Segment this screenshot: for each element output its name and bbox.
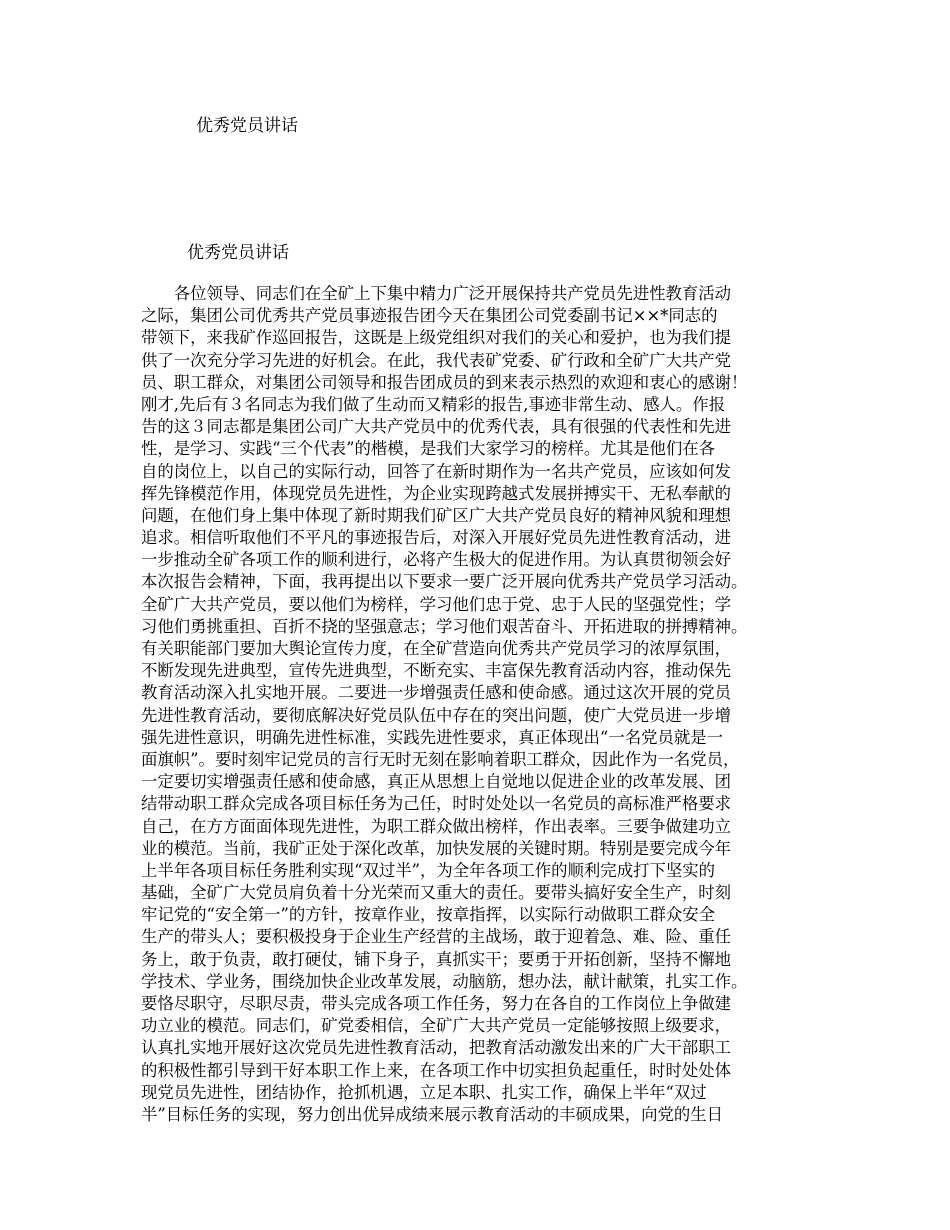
body-line: 各位领导、同志们在全矿上下集中精力广泛开展保持共产党员先进性教育活动	[141, 284, 732, 303]
body-line: 问题，在他们身上集中体现了新时期我们矿区广大共产党员良好的精神风貌和理想	[141, 505, 732, 525]
body-line: 生产的带头人；要积极投身于企业生产经营的主战场，敢于迎着急、难、险、重任	[141, 927, 732, 947]
body-line: 挥先锋模范作用，体现党员先进性，为企业实现跨越式发展拼搏实干、无私奉献的	[141, 483, 732, 503]
body-line: 现党员先进性，团结协作，抢抓机遇，立足本职、扎实工作，确保上半年“双过	[141, 1082, 707, 1102]
document-body	[141, 283, 831, 1126]
body-line: 上半年各项目标任务胜利实现“双过半”，为全年各项工作的顺利完成打下坚实的	[141, 860, 716, 880]
body-line: 本次报告会精神，下面，我再提出以下要求一要广泛开展向优秀共产党员学习活动。	[141, 572, 748, 592]
body-line: 牢记党的“安全第一”的方针，按章作业，按章指挥，以实际行动做职工群众安全	[141, 905, 716, 925]
body-line: 一定要切实增强责任感和使命感，真正从思想上自觉地以促进企业的改革发展、团	[141, 772, 732, 792]
body-line: 强先进性意识，明确先进性标准，实践先进性要求，真正体现出“一名党员就是一	[141, 727, 724, 747]
body-line: 刚才,先后有３名同志为我们做了生动而又精彩的报告,事迹非常生动、感人。作报	[141, 394, 726, 414]
body-line: 之际，集团公司优秀共产党员事迹报告团今天在集团公司党委副书记××*同志的	[141, 306, 718, 326]
body-line: 学技术、学业务，围绕加快企业改革发展，动脑筋，想办法，献计献策，扎实工作。	[141, 971, 748, 991]
body-line: 基础，全矿广大党员肩负着十分光荣而又重大的责任。要带头搞好安全生产，时刻	[141, 883, 732, 903]
body-line: 全矿广大共产党员，要以他们为榜样，学习他们忠于党、忠于人民的坚强党性；学	[141, 594, 732, 614]
body-line: 要恪尽职守，尽职尽责，带头完成各项工作任务，努力在各自的工作岗位上争做建	[141, 994, 732, 1013]
body-line: 不断发现先进典型，宣传先进典型，不断充实、丰富保先教育活动内容，推动保先	[141, 661, 732, 681]
body-line: 教育活动深入扎实地开展。二要进一步增强责任感和使命感。通过这次开展的党员	[141, 683, 732, 703]
body-line: 性，是学习、实践“三个代表”的楷模，是我们大家学习的榜样。尤其是他们在各	[141, 439, 716, 459]
body-line: 的积极性都引导到干好本职工作上来，在各项工作中切实担负起重任，时时处处体	[141, 1060, 732, 1080]
body-line: 功立业的模范。同志们，矿党委相信，全矿广大共产党员一定能够按照上级要求，	[141, 1016, 732, 1036]
body-line: 一步推动全矿各项工作的顺利进行，必将产生极大的促进作用。为认真贯彻领会好	[141, 550, 732, 570]
body-line: 供了一次充分学习先进的好机会。在此，我代表矿党委、矿行政和全矿广大共产党	[141, 350, 732, 370]
body-line: 自的岗位上，以自己的实际行动，回答了在新时期作为一名共产党员，应该如何发	[141, 461, 732, 481]
body-line: 告的这３同志都是集团公司广大共产党员中的优秀代表，具有很强的代表性和先进	[141, 417, 732, 437]
body-line: 员、职工群众，对集团公司领导和报告团成员的到来表示热烈的欢迎和衷心的感谢！	[141, 372, 748, 392]
body-line: 习他们勇挑重担、百折不挠的坚强意志；学习他们艰苦奋斗、开拓进取的拼搏精神。	[141, 616, 748, 636]
body-line: 有关职能部门要加大舆论宣传力度，在全矿营造向优秀共产党员学习的浓厚氛围，	[141, 639, 732, 658]
body-line: 自己，在方方面面体现先进性，为职工群众做出榜样，作出表率。三要争做建功立	[141, 816, 732, 836]
page-header-title: 优秀党员讲话	[196, 116, 298, 136]
body-line: 结带动职工群众完成各项目标任务为己任，时时处处以一名党员的高标准严格要求	[141, 794, 732, 814]
body-line: 认真扎实地开展好这次党员先进性教育活动，把教育活动激发出来的广大干部职工	[141, 1038, 732, 1058]
body-line: 业的模范。当前，我矿正处于深化改革，加快发展的关键时期。特别是要完成今年	[141, 838, 732, 858]
body-line: 先进性教育活动，要彻底解决好党员队伍中存在的突出问题，使广大党员进一步增	[141, 705, 732, 725]
body-line: 务上，敢于负责，敢打硬仗，铺下身子，真抓实干；要勇于开拓创新，坚持不懈地	[141, 949, 732, 969]
document-title: 优秀党员讲话	[187, 243, 289, 263]
body-line: 带领下，来我矿作巡回报告，这既是上级党组织对我们的关心和爱护，也为我们提	[141, 328, 732, 348]
body-line: 半”目标任务的实现，努力创出优异成绩来展示教育活动的丰硕成果，向党的生日	[141, 1104, 724, 1124]
body-line: 追求。相信听取他们不平凡的事迹报告后，对深入开展好党员先进性教育活动，进	[141, 528, 732, 548]
body-line: 面旗帜”。要时刻牢记党员的言行无时无刻在影响着职工群众，因此作为一名党员，	[141, 749, 740, 769]
